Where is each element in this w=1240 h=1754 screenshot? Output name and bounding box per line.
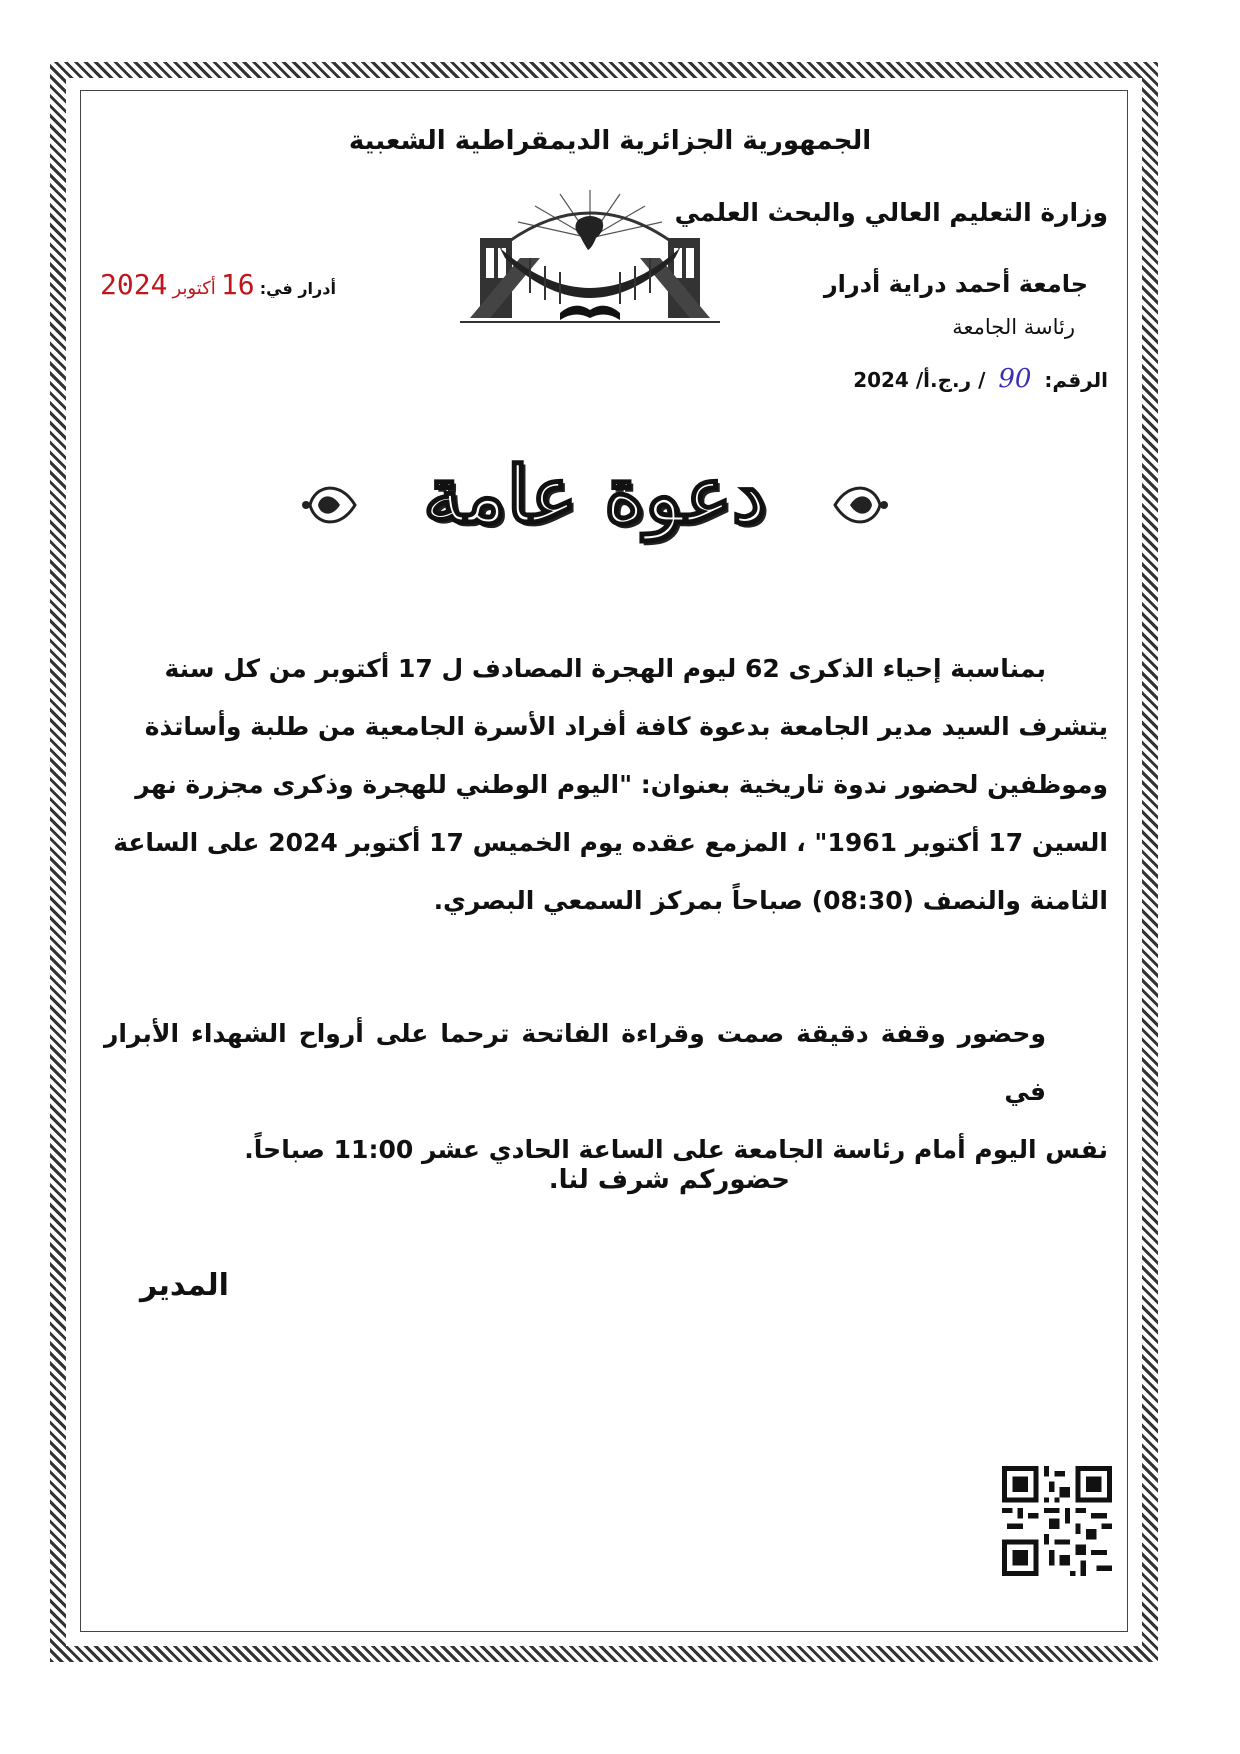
university-name: جامعة أحمد دراية أدرار bbox=[823, 270, 1088, 298]
reference-number bbox=[853, 364, 1108, 394]
date-day: 16 bbox=[220, 268, 255, 301]
body-line-4: السين 17 أكتوبر 1961" ، المزمع عقده يوم الخميس 17 أكتوبر 2024 على الساعة bbox=[113, 828, 1108, 857]
ministry-name: وزارة التعليم العالي والبحث العلمي bbox=[674, 198, 1108, 227]
body-line-7: نفس اليوم أمام رئاسة الجامعة على الساعة الحادي عشر 11:00 صباحاً. bbox=[244, 1135, 1108, 1164]
body-line-3: وموظفين لحضور ندوة تاريخية بعنوان: "اليوم الوطني للهجرة وذكرى مجزرة نهر bbox=[135, 770, 1108, 799]
date-month: أكتوبر bbox=[172, 278, 216, 299]
ornament-right-icon bbox=[830, 470, 890, 540]
ref-number: 90 bbox=[998, 364, 1032, 394]
signature-title: المدير bbox=[140, 1268, 229, 1303]
university-logo-icon bbox=[460, 188, 720, 330]
invitation-body-2 bbox=[104, 1005, 1108, 1179]
presidency-name: رئاسة الجامعة bbox=[952, 315, 1075, 339]
body-line-1: بمناسبة إحياء الذكرى 62 ليوم الهجرة المصادف ل 17 أكتوبر من كل سنة bbox=[164, 654, 1046, 683]
title-text: دعوة عامة bbox=[423, 450, 767, 541]
ref-suffix: / ر.ج.أ/ 2024 bbox=[853, 368, 986, 392]
date-year: 2024 bbox=[100, 268, 168, 301]
invitation-body bbox=[104, 640, 1108, 930]
ref-label: الرقم: bbox=[1044, 368, 1108, 392]
body-line-6: وحضور وقفة دقيقة صمت وقراءة الفاتحة ترحما على أرواح الشهداء الأبرار في bbox=[104, 1019, 1046, 1106]
body-line-5: الثامنة والنصف (08:30) صباحاً بمركز السمعي البصري. bbox=[433, 886, 1108, 915]
date-label: أدرار في: bbox=[259, 279, 336, 298]
closing-line: حضوركم شرف لنا. bbox=[548, 1165, 790, 1195]
issue-date bbox=[100, 268, 336, 301]
invitation-title bbox=[300, 450, 890, 570]
body-line-2: يتشرف السيد مدير الجامعة بدعوة كافة أفراد الأسرة الجامعية من طلبة وأساتذة bbox=[144, 712, 1108, 741]
qr-code-icon bbox=[1002, 1466, 1112, 1576]
republic-heading: الجمهورية الجزائرية الديمقراطية الشعبية bbox=[348, 126, 872, 156]
